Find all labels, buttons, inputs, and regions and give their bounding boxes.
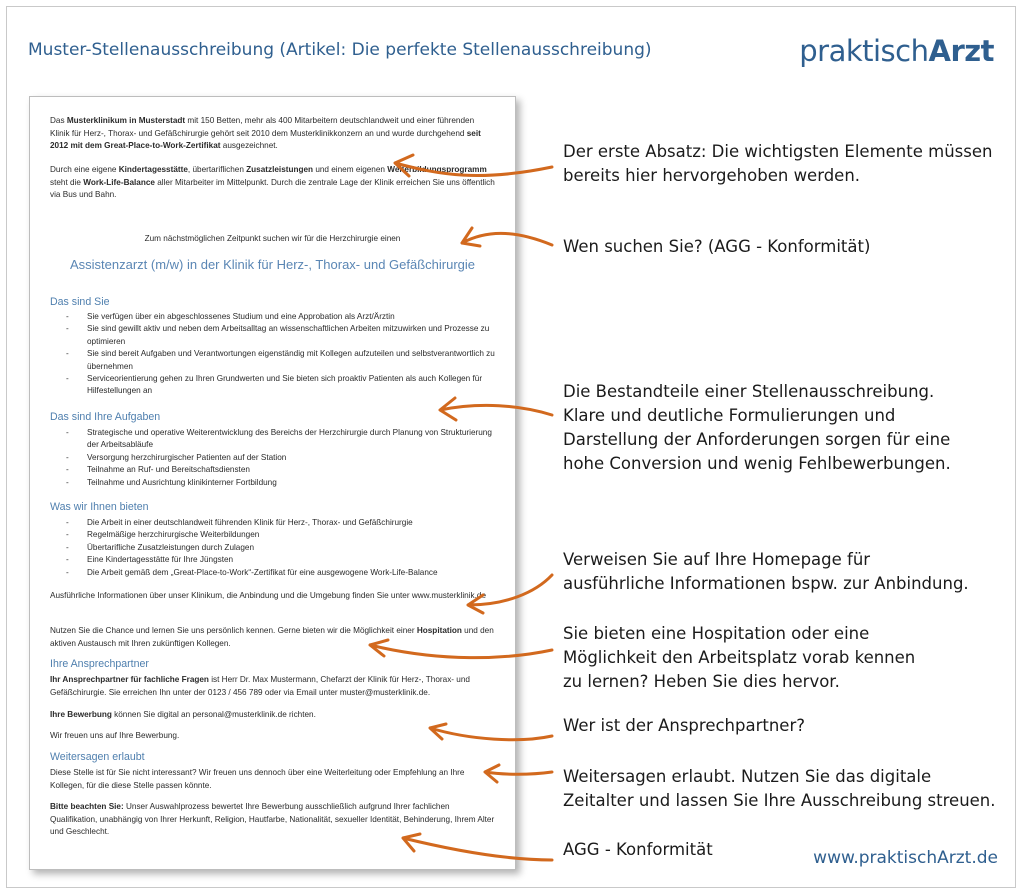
annotation-contact: Wer ist der Ansprechpartner? <box>563 716 805 735</box>
list-item: - Serviceorientierung gehen zu Ihren Grundwerten und Sie bieten sich proaktiv Patienten als auch Kollegen für Hilfestellungen an <box>66 373 496 398</box>
search-line: Zum nächstmöglichen Zeitpunkt suchen wir für die Herzchirurgie einen <box>144 234 401 243</box>
logo-text-part2: Arzt <box>928 34 994 68</box>
annotation-homepage: Verweisen Sie auf Ihre Homepage für ausführliche Informationen bspw. zur Anbindung. <box>563 550 969 593</box>
closing-line: Wir freuen uns auf Ihre Bewerbung. <box>50 731 180 740</box>
section-heading-contact: Ihre Ansprechpartner <box>50 658 149 670</box>
list-item: - Teilnahme an Ruf- und Bereitschaftsdiensten <box>66 464 496 476</box>
list-item: - Die Arbeit in einer deutschlandweit führenden Klinik für Herz-, Thorax- und Gefäßchirurgie <box>66 517 496 529</box>
more-info-paragraph: Ausführliche Informationen über unser Klinikum, die Anbindung und die Umgebung finden Sie unter www.musterklinik.de <box>50 591 487 600</box>
annotation-agg: AGG - Konformität <box>563 840 713 859</box>
note-paragraph: Bitte beachten Sie: Unser Auswahlprozess bewertet Ihre Bewerbung ausschließlich aufgrund Ihrer fachlichen Qualifikation, unabhängig von Ihrer Herkunft, Religion, Hautfarbe, Nationalität, sexueller Identität, Behinderung, Ihrem Alter und Geschlecht. <box>50 802 495 837</box>
website-link[interactable]: www.praktischArzt.de <box>813 848 998 868</box>
list-item: - Sie sind gewillt aktiv und neben dem Arbeitsalltag an wissenschaftlichen Arbeiten mitzuwirken und Prozesse zu optimieren <box>66 323 496 348</box>
annotation-share: Weitersagen erlaubt. Nutzen Sie das digitale Zeitalter und lassen Sie Ihre Ausschreibung streuen. <box>563 767 996 810</box>
job-posting-document <box>29 96 516 870</box>
list-item: - Teilnahme und Ausrichtung klinikinterner Fortbildung <box>66 477 496 489</box>
contact-paragraph: Ihr Ansprechpartner für fachliche Fragen ist Herr Dr. Max Mustermann, Chefarzt der Klinik für Herz-, Thorax- und Gefäßchirurgie. Sie erreichen Ihn unter der 0123 / 456 789 oder via Email unter muster@musterklinik.de. <box>50 675 470 697</box>
tasks-list <box>66 427 496 489</box>
section-heading-share: Weitersagen erlaubt <box>50 751 145 763</box>
profile-list <box>66 311 496 398</box>
annotation-who-wanted: Wen suchen Sie? (AGG - Konformität) <box>563 237 871 256</box>
annotation-components: Die Bestandteile einer Stellenausschreibung. Klare und deutliche Formulierungen und Darstellung der Anforderungen sorgen für eine hohe Conversion und wenig Fehlbewerbungen. <box>563 382 951 473</box>
intro-paragraph: Das Musterklinikum in Musterstadt mit 150 Betten, mehr als 400 Mitarbeitern deutschlandweit und einer führenden Klinik für Herz-, Thorax- und Gefäßchirurgie gehört seit 2010 dem Musterklinikkonzern an und wurde durchgehend seit 2012 mit dem Great-Place-to-Work-Zertifikat ausgezeichnet. <box>50 116 481 151</box>
brand-logo[interactable] <box>799 34 994 68</box>
section-heading-tasks: Das sind Ihre Aufgaben <box>50 411 161 423</box>
list-item: - Regelmäßige herzchirurgische Weiterbildungen <box>66 529 496 541</box>
list-item: - Eine Kindertagesstätte für Ihre Jüngsten <box>66 554 496 566</box>
offer-list <box>66 517 496 579</box>
list-item: - Übertarifliche Zusatzleistungen durch Zulagen <box>66 542 496 554</box>
list-item: - Versorgung herzchirurgischer Patienten auf der Station <box>66 452 496 464</box>
page-title: Muster-Stellenausschreibung (Artikel: Die perfekte Stellenausschreibung) <box>28 40 652 60</box>
hospitation-paragraph: Nutzen Sie die Chance und lernen Sie uns persönlich kennen. Gerne bieten wir die Möglichkeit einer Hospitation und den aktiven Austausch mit Ihren zukünftigen Kollegen. <box>50 626 494 648</box>
benefits-paragraph: Durch eine eigene Kindertagesstätte, übertariflichen Zusatzleistungen und einem eigenen Weiterbildungsprogramm steht die Work-Life-Balance aller Mitarbeiter im Mittelpunkt. Durch die zentrale Lage der Klinik erreichen Sie uns öffentlich via Bus und Bahn. <box>50 165 495 200</box>
section-heading-offer: Was wir Ihnen bieten <box>50 501 149 513</box>
list-item: - Die Arbeit gemäß dem „Great-Place-to-Work“-Zertifikat für eine ausgewogene Work-Life-Balance <box>66 567 496 579</box>
logo-text-part1: praktisch <box>799 34 929 68</box>
annotation-first-paragraph: Der erste Absatz: Die wichtigsten Elemente müssen bereits hier hervorgehoben werden. <box>563 142 993 185</box>
annotation-hospitation: Sie bieten eine Hospitation oder eine Möglichkeit den Arbeitsplatz vorab kennen zu lernen? Heben Sie dies hervor. <box>563 624 916 691</box>
list-item: - Sie verfügen über ein abgeschlossenes Studium und eine Approbation als Arzt/Ärztin <box>66 311 496 323</box>
list-item: - Sie sind bereit Aufgaben und Verantwortungen eigenständig mit Kollegen aufzuteilen und selbstverantwortlich zu übernehmen <box>66 348 496 373</box>
list-item: - Strategische und operative Weiterentwicklung des Bereichs der Herzchirurgie durch Planung von Strukturierung der Arbeitsabläufe <box>66 427 496 452</box>
share-paragraph: Diese Stelle ist für Sie nicht interessant? Wir freuen uns dennoch über eine Weiterleitung oder Empfehlung an Ihre Kollegen, für die diese Stelle passen könnte. <box>50 768 465 790</box>
application-paragraph: Ihre Bewerbung können Sie digital an personal@musterklinik.de richten. <box>50 710 316 719</box>
section-heading-profile: Das sind Sie <box>50 296 110 308</box>
job-title: Assistenzarzt (m/w) in der Klinik für Herz-, Thorax- und Gefäßchirurgie <box>69 257 476 272</box>
